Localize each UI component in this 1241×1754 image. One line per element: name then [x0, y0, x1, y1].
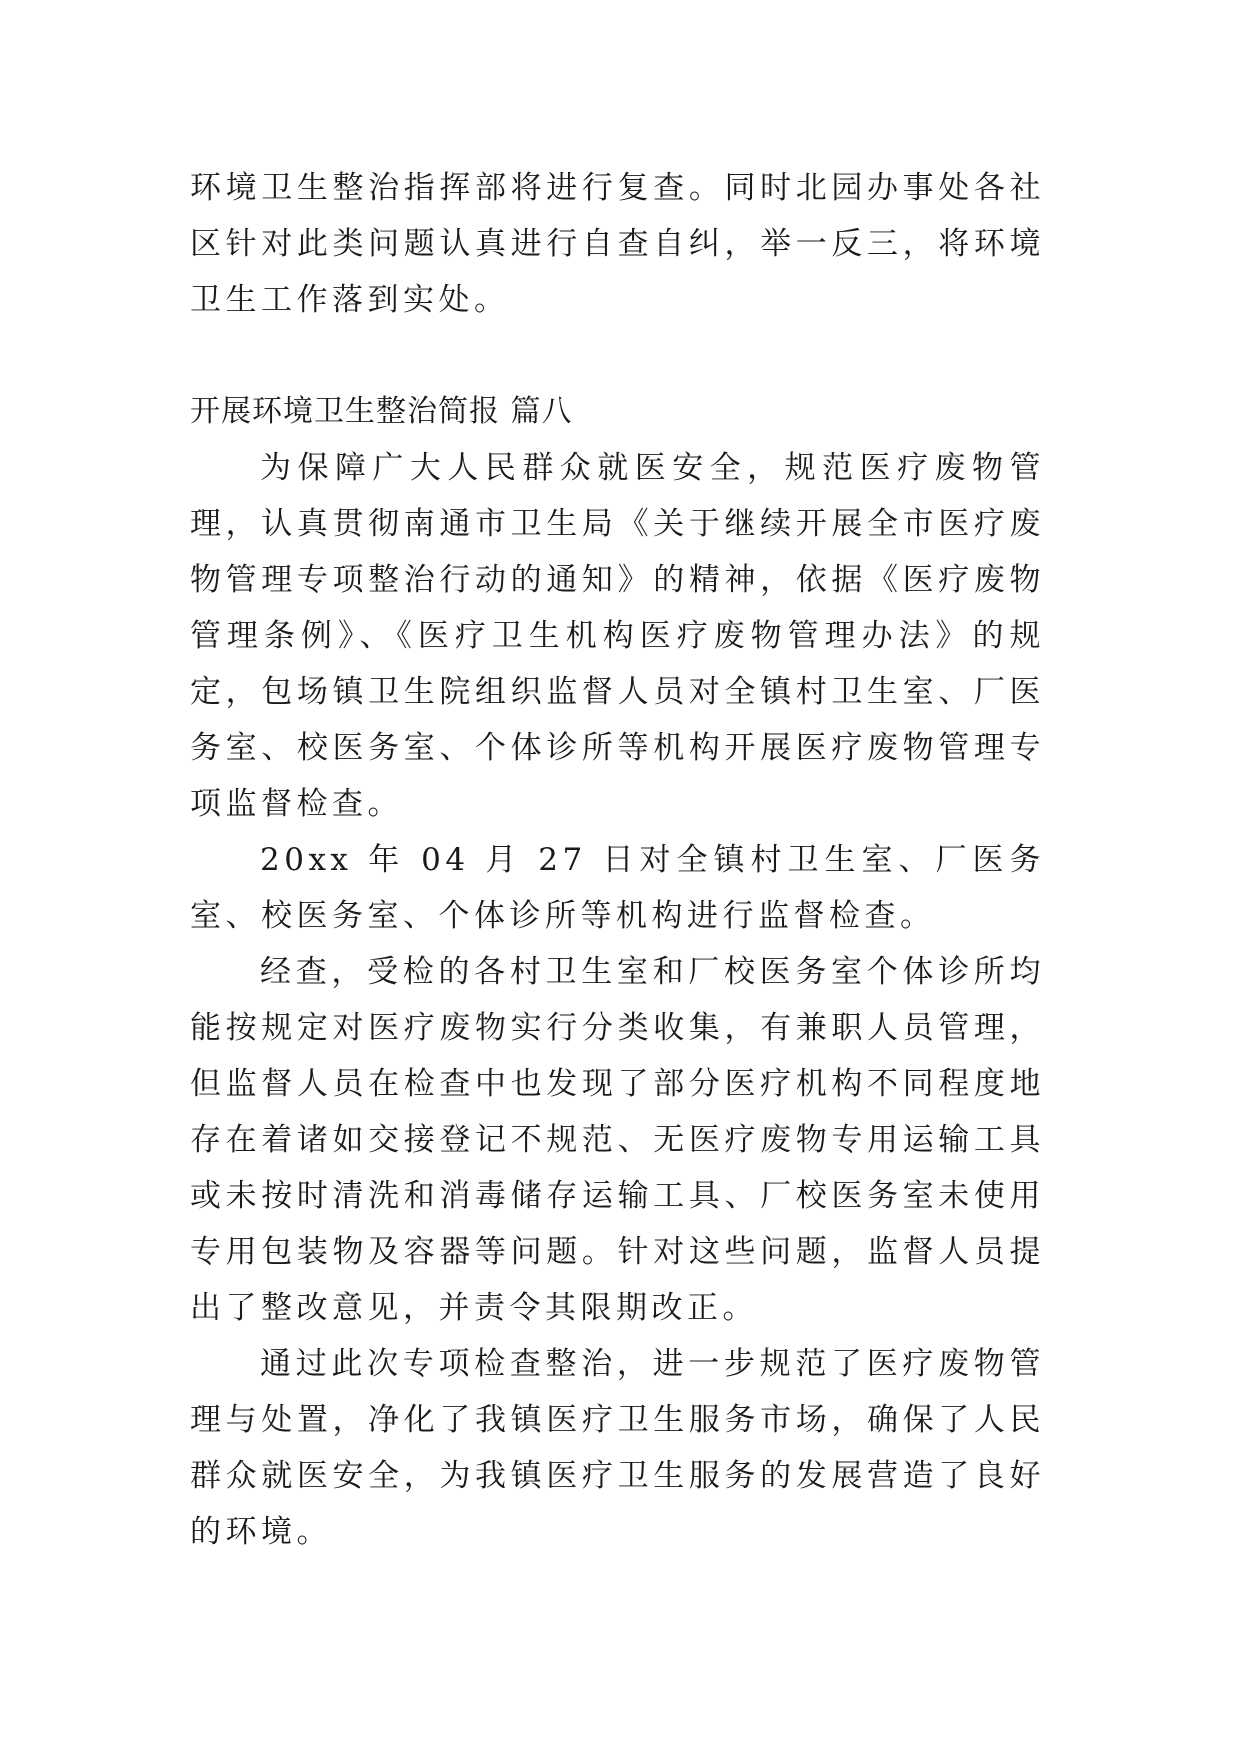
document-body — [190, 160, 1045, 1560]
paragraph-1: 为保障广大人民群众就医安全，规范医疗废物管理，认真贯彻南通市卫生局《关于继续开展全市医疗废物管理专项整治行动的通知》的精神，依据《医疗废物管理条例》、《医疗卫生机构医疗废物管理办法》的规定，包场镇卫生院组织监督人员对全镇村卫生室、厂医务室、校医务室、个体诊所等机构开展医疗废物管理专项监督检查。 — [190, 450, 1045, 822]
paragraph-4: 通过此次专项检查整治，进一步规范了医疗废物管理与处置，净化了我镇医疗卫生服务市场，确保了人民群众就医安全，为我镇医疗卫生服务的发展营造了良好的环境。 — [190, 1346, 1045, 1550]
paragraph-2: 20xx 年 04 月 27 日对全镇村卫生室、厂医务室、校医务室、个体诊所等机构进行监督检查。 — [190, 842, 1045, 934]
paragraph-continued: 环境卫生整治指挥部将进行复查。同时北园办事处各社区针对此类问题认真进行自查自纠，举一反三，将环境卫生工作落到实处。 — [190, 170, 1045, 318]
paragraph-gap — [190, 328, 1045, 384]
section-title: 开展环境卫生整治简报 篇八 — [190, 394, 573, 429]
paragraph-3: 经查，受检的各村卫生室和厂校医务室个体诊所均能按规定对医疗废物实行分类收集，有兼职人员管理，但监督人员在检查中也发现了部分医疗机构不同程度地存在着诸如交接登记不规范、无医疗废物专用运输工具或未按时清洗和消毒储存运输工具、厂校医务室未使用专用包装物及容器等问题。针对这些问题，监督人员提出了整改意见，并责令其限期改正。 — [190, 954, 1045, 1326]
